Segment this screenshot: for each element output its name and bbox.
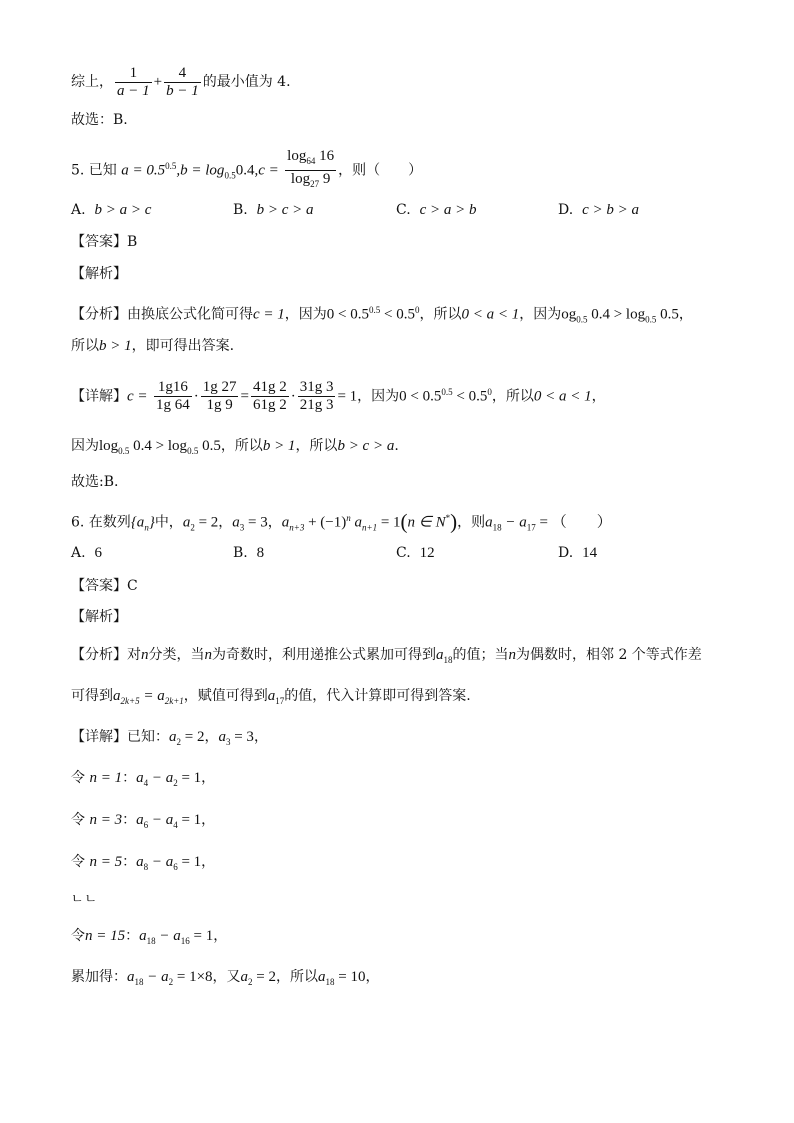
q6-detail-line: 【详解】已知：$a_2 = 2$，$a_3 = 3$， <box>71 729 268 747</box>
q6-ellipsis: ㄴㄴ <box>71 892 99 907</box>
4lg2-over-6lg2: $\frac{41g 2}{61g 2}$ <box>252 379 287 414</box>
q5-option-c: C. c > a > b <box>396 202 477 218</box>
q5-choose: 故选:B. <box>71 474 119 490</box>
q6-step-n5: 令 n = 5：$a_8 - a_6 = 1$， <box>71 854 216 872</box>
q6-fenxi-line-1: 【分析】对n分类，当n为奇数时，利用递推公式累加可得到$a_{18}$的值；当n为偶数时，相邻 2 个等式作差 <box>71 647 702 665</box>
summary-line: 综上， $\frac{1}{a - 1}$ + $\frac{4}{b - 1}$ 的最小值为 4. <box>71 64 291 99</box>
q5-option-b: B. b > c > a <box>233 202 314 218</box>
choose-line-1: 故选：B. <box>71 112 128 128</box>
fraction-4-over-b-minus-1: $\frac{4}{b - 1}$ <box>166 64 199 99</box>
q6-step-n1: 令 n = 1：$a_4 - a_2 = 1$， <box>71 770 216 788</box>
q5-xiangjie-line-2: 因为$\log_{0.5} 0.4 > \log_{0.5} 0.5$，所以b > 1，所以b > c > a. <box>71 438 399 456</box>
q5-fenxi-line-2: 所以b > 1，即可得出答案. <box>71 338 235 354</box>
q5-option-a: A. b > a > c <box>71 202 152 218</box>
q5-xiangjie-line-1: 【详解】c = $\frac{1g16}{1g 64}$ · $\frac{1g 27}{1g 9}$ = $\frac{41g 2}{61g 2}$ · $\frac{31g 3}{21g 3}$ = 1，因为$0 < 0.5^{0.5} < 0.5^0$，所以0 < a < 1， <box>71 379 606 414</box>
q6-step-n3: 令 n = 3：$a_6 - a_4 = 1$， <box>71 812 216 830</box>
fraction-1-over-a-minus-1: $\frac{1}{a - 1}$ <box>117 64 150 99</box>
q6-answer: 【答案】C <box>71 578 138 594</box>
q6-fenxi-line-2: 可得到$a_{2k+5} = a_{2k+1}$，赋值可得到$a_{17}$的值，代入计算即可得到答案. <box>71 688 471 706</box>
lg27-over-lg9: $\frac{1g 27}{1g 9}$ <box>202 379 237 414</box>
q6-option-c: C. 12 <box>396 545 435 561</box>
q6-option-d: D. 14 <box>558 545 598 561</box>
3lg3-over-2lg3: $\frac{31g 3}{21g 3}$ <box>299 379 334 414</box>
question-5-stem: 5. 已知 $a = 0.5^{0.5},b = \log_{0.5}0.4,c$ = $\frac{\log_{64} 16}{\log_{27} 9}$ ，则（ ） <box>71 144 422 197</box>
q6-step-n15: 令n = 15：$a_{18} - a_{16} = 1$， <box>71 928 228 946</box>
q6-option-b: B. 8 <box>233 545 265 561</box>
q6-analysis-heading: 【解析】 <box>71 609 127 625</box>
q5-option-d: D. c > b > a <box>558 202 639 218</box>
q5-fenxi-line-1: 【分析】由换底公式化简可得c = 1，因为$0 < 0.5^{0.5} < 0.5^0$，所以0 < a < 1，因为$og_{0.5}$ $0.4 > \log_{0.5} 0.5$， <box>71 305 693 325</box>
q6-option-a: A. 6 <box>71 545 102 561</box>
q5-analysis-heading: 【解析】 <box>71 266 127 282</box>
summary-suffix: 的最小值为 4. <box>202 74 291 90</box>
summary-prefix: 综上， <box>71 74 113 90</box>
question-6-stem: 6. 在数列$\{a_n\}$中，$a_2 = 2$，$a_3 = 3$，$a_{n+3} + (-1)^n$ $a_{n+1} = 1(n$ ∈ N*)，则$a_{18} - a_{17}$ = （ ） <box>71 509 612 534</box>
c-definition-fraction: $\frac{\log_{64} 16}{\log_{27} 9}$ <box>287 148 335 190</box>
lg16-over-lg64: $\frac{1g16}{1g 64}$ <box>155 379 190 414</box>
q5-answer: 【答案】B <box>71 234 138 250</box>
q6-sum-line: 累加得：$a_{18} - a_2 = 1\times 8$，又$a_2 = 2$，所以$a_{18} = 10$， <box>71 969 380 987</box>
